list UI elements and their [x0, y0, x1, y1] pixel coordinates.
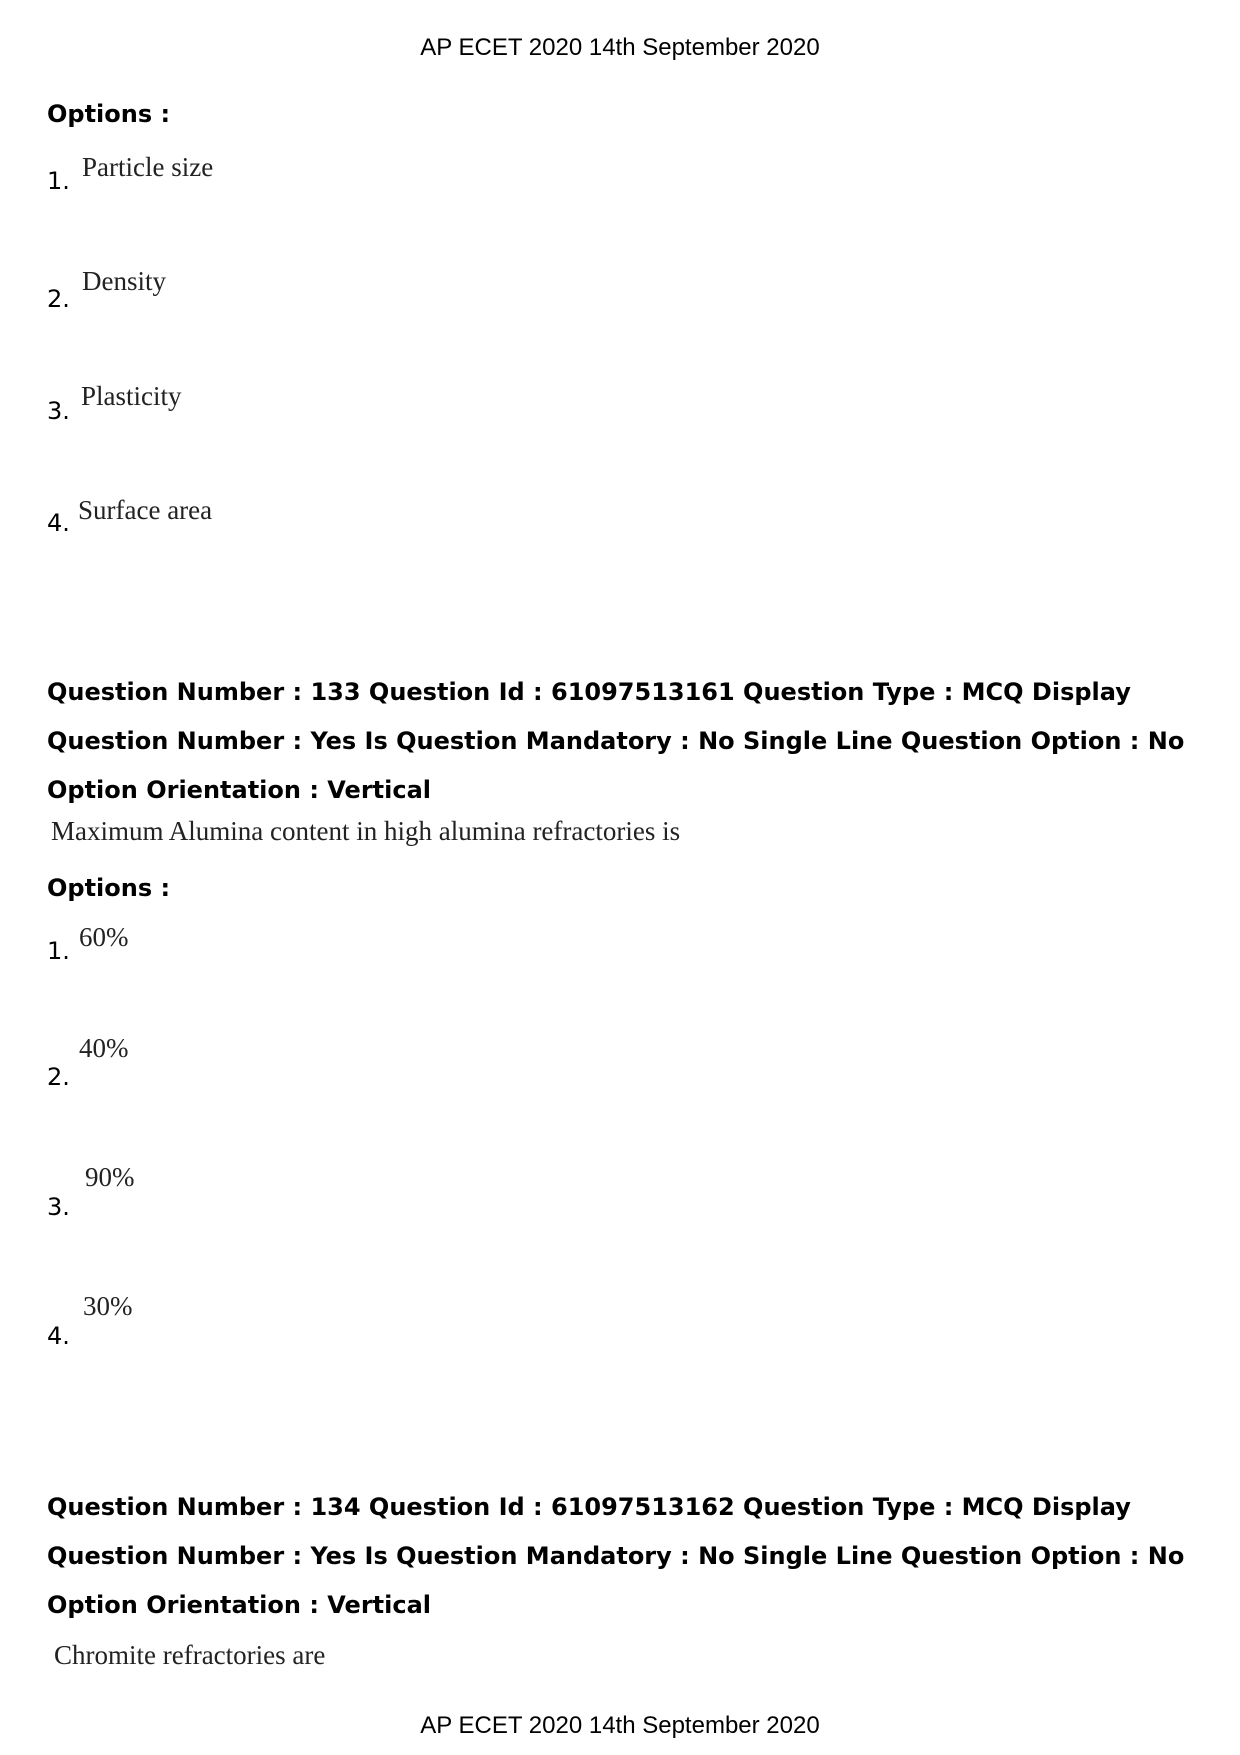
option-number: 4.	[47, 509, 70, 537]
page-footer: AP ECET 2020 14th September 2020	[420, 1712, 820, 1739]
question-133-text: Maximum Alumina content in high alumina refractories is	[51, 816, 681, 846]
question-133-meta: Question Number : 133 Question Id : 61097513161 Question Type : MCQ Display Question Number : Yes Is Question Mandatory : No Single Line Question Option : No Option Orientation : Vertical	[47, 678, 1185, 804]
question-134-text: Chromite refractories are	[54, 1640, 326, 1670]
option-number: 3.	[47, 1193, 70, 1221]
option-text: 40%	[79, 1033, 129, 1063]
option-number: 3.	[47, 397, 70, 425]
option-number: 1.	[47, 167, 70, 195]
option-text: Surface area	[78, 495, 213, 525]
option-number: 1.	[47, 937, 70, 965]
option-text: Particle size	[82, 152, 214, 182]
options-label: Options :	[47, 100, 171, 128]
option-text: 60%	[79, 922, 129, 952]
option-text: 30%	[83, 1291, 133, 1321]
options-label: Options :	[47, 874, 171, 902]
option-number: 4.	[47, 1322, 70, 1350]
option-number: 2.	[47, 285, 70, 313]
question-134-meta: Question Number : 134 Question Id : 61097513162 Question Type : MCQ Display Question Number : Yes Is Question Mandatory : No Single Line Question Option : No Option Orientation : Vertical	[47, 1493, 1185, 1619]
option-number: 2.	[47, 1063, 70, 1091]
option-text: Density	[82, 266, 166, 296]
page-header: AP ECET 2020 14th September 2020	[420, 34, 820, 61]
option-text: 90%	[85, 1162, 135, 1192]
option-text: Plasticity	[81, 381, 182, 411]
